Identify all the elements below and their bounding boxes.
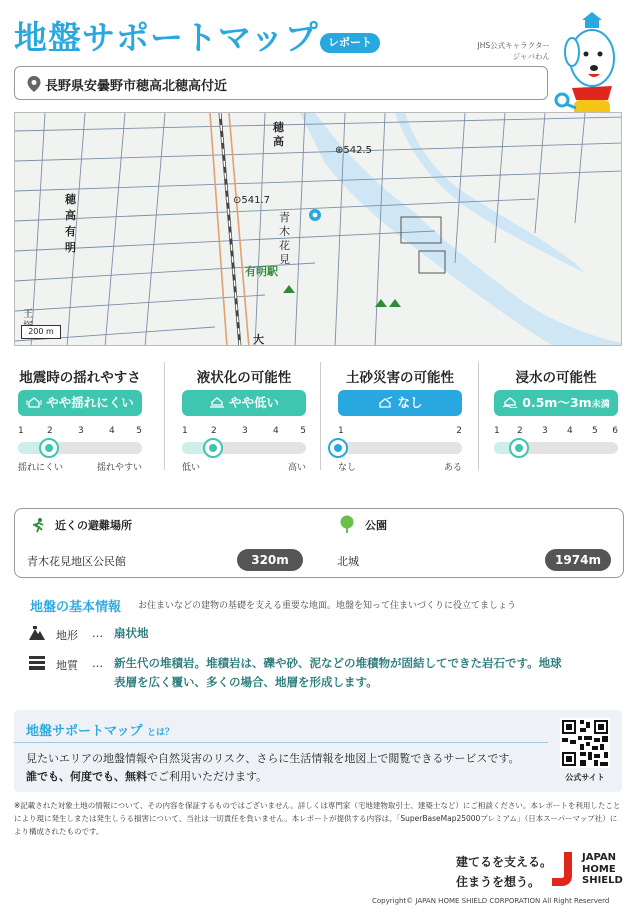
risk-panel-earthquake: 地震時の揺れやすさ やや揺れにくい 1 2 3 4 5 揺れにくい 揺れやすい [18, 358, 168, 478]
park-name: 北城 [337, 555, 359, 568]
map-label: 高 [273, 135, 284, 148]
risk-title: 浸水の可能性 [515, 370, 597, 386]
map-label: 見 [279, 253, 290, 266]
risk-panel-flood: 浸水の可能性 0.5m〜3m未満 1 2 3 4 5 6 [494, 358, 641, 478]
geology-dots: … [92, 657, 103, 670]
about-text: 見たいエリアの地盤情報や自然災害のリスク、さらに生活情報を地図上で閲覧できるサービスです。 [26, 752, 520, 765]
risk-track [338, 442, 462, 454]
map-scale: 200 m [21, 325, 61, 339]
map-label: ⊕542.5 [335, 145, 373, 156]
risk-title: 土砂災害の可能性 [346, 370, 454, 386]
geology-label: 地質 [56, 659, 78, 672]
house-liquefaction-icon [209, 396, 225, 408]
risk-indicator [203, 438, 223, 458]
risk-track [18, 442, 142, 454]
map-label: 明 [65, 241, 76, 254]
company-logo-text: JAPAN HOME SHIELD [582, 852, 623, 886]
map-label: 穂 [65, 193, 76, 206]
risk-level-pill: なし [338, 390, 462, 416]
copyright: Copyright© JAPAN HOME SHIELD CORPORATION All Right Reserverd [372, 897, 610, 905]
about-service [14, 710, 622, 792]
map-label: 木 [279, 225, 290, 238]
character-caption: JHS公式キャラクター ジャバわん [477, 41, 550, 61]
risk-indicator [509, 438, 529, 458]
risk-indicator [328, 438, 348, 458]
house-flood-icon [502, 396, 518, 408]
risk-level-pill: やや低い [182, 390, 306, 416]
risk-track [182, 442, 306, 454]
address-text: 長野県安曇野市穂高北穂高付近 [45, 79, 228, 94]
park-distance: 1974m [545, 549, 611, 571]
disclaimer-text: ※記載された対象土地の情報について、その内容を保証するものではございません。詳しくは専門家（宅地建物取引士、建築士など）にご相談ください。本レポートを利用したことにより現に発生しまたは発生しうる損害について、当社は一切責任を負いません。本レポートが提供する内容は、「SuperBaseMap25000プレミアム」（日本スーパーマップ社）により構成されたものです。 [14, 801, 621, 836]
map-label: 高 [65, 209, 76, 222]
risk-panel-liquefaction: 液状化の可能性 やや低い 1 2 3 4 5 低い 高い [182, 358, 332, 478]
house-landslide-icon [377, 396, 393, 408]
map-label: 大 [253, 333, 264, 346]
terrain-icon [28, 625, 46, 641]
map-label: 青 [279, 211, 290, 224]
terrain-dots: … [92, 627, 103, 640]
evacuation-name: 青木花見地区公民館 [27, 555, 126, 568]
qr-label: 公式サイト [565, 773, 605, 782]
divider [164, 362, 165, 470]
divider [320, 362, 321, 470]
qr-code-icon[interactable] [560, 718, 610, 768]
evacuation-distance: 320m [237, 549, 303, 571]
map-label: ⊙541.7 [233, 195, 271, 206]
map-label: 王 [23, 309, 33, 320]
risk-level-pill: 0.5m〜3m未満 [494, 390, 618, 416]
about-title: 地盤サポートマップ とは？ [26, 724, 175, 739]
map-label: 有 [65, 225, 76, 238]
evacuation-heading: 近くの避難場所 [55, 519, 132, 532]
address-box [14, 66, 548, 100]
map-label: 花 [279, 239, 290, 252]
risk-indicator [39, 438, 59, 458]
slogan: 建てるを支える。 住まうを想う。 [456, 855, 553, 889]
about-free-text: 誰でも、何度でも、無料でご利用いただけます。 [26, 770, 268, 783]
ground-info-subtitle: お住まいなどの建物の基礎を支える重要な地面。地盤を知って住まいづくりに役立てましょう [138, 601, 517, 611]
map-station-label: 有明駅 [245, 265, 278, 278]
risk-title: 液状化の可能性 [196, 370, 292, 386]
location-pin-icon [27, 76, 41, 92]
report-badge: レポート [320, 33, 380, 53]
park-heading: 公園 [365, 519, 387, 532]
map-label: 穂 [273, 121, 284, 134]
geology-layers-icon [28, 655, 46, 671]
about-divider [14, 742, 548, 743]
terrain-value: 扇状地 [114, 626, 149, 640]
map-graphic [15, 113, 622, 346]
risk-title: 地震時の揺れやすさ [19, 370, 141, 386]
nearby-facilities [14, 508, 624, 578]
page-title: 地盤サポートマップ [14, 18, 319, 57]
divider [478, 362, 479, 470]
evacuation-person-icon [31, 517, 47, 533]
risk-level-pill: やや揺れにくい [18, 390, 142, 416]
risk-panel-landslide: 土砂災害の可能性 なし 1 2 なし ある [338, 358, 488, 478]
geology-value: 新生代の堆積岩。堆積岩は、礫や砂、泥などの堆積物が固結してできた岩石です。地球 表層を広く覆い、多くの場合、地層を形成します。 [114, 656, 562, 689]
area-map[interactable] [14, 112, 622, 346]
jhs-logo-icon [552, 852, 572, 886]
house-shake-icon [26, 396, 42, 408]
tree-icon [339, 515, 355, 533]
ground-info-title: 地盤の基本情報 [30, 600, 122, 615]
terrain-label: 地形 [56, 629, 78, 642]
